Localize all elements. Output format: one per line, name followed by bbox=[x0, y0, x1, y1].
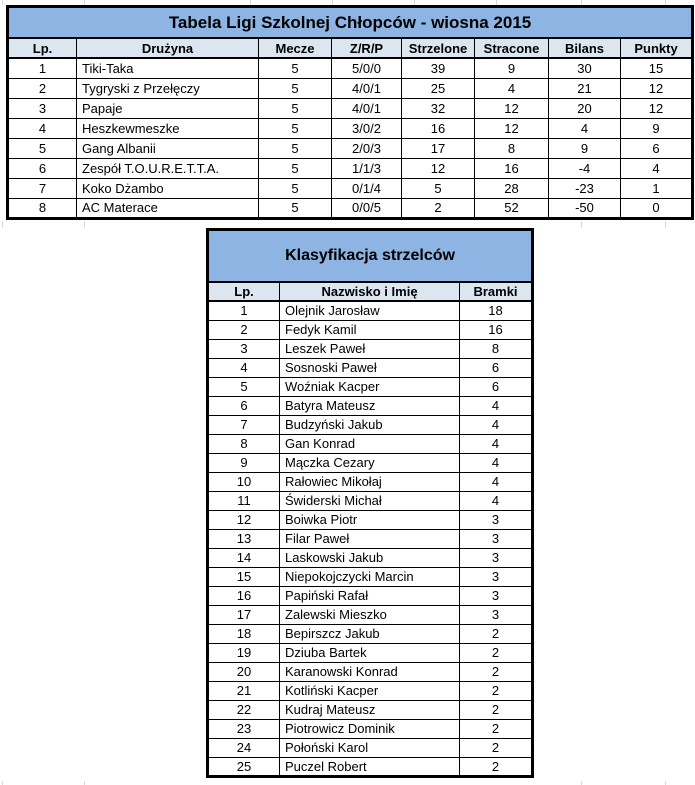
league-table-title: Tabela Ligi Szkolnej Chłopców - wiosna 2015 bbox=[8, 7, 693, 39]
scorer-cell: 18 bbox=[208, 624, 280, 643]
table-row bbox=[208, 643, 533, 662]
league-col-zrp: Z/R/P bbox=[332, 38, 402, 58]
scorer-cell: 8 bbox=[208, 434, 280, 453]
table-row bbox=[208, 396, 533, 415]
scorer-cell: Olejnik Jarosław bbox=[280, 301, 460, 320]
scorer-cell: 8 bbox=[460, 339, 533, 358]
table-row bbox=[208, 757, 533, 776]
scorer-cell: 4 bbox=[460, 491, 533, 510]
scorer-cell: Budzyński Jakub bbox=[280, 415, 460, 434]
scorers-col-bramki: Bramki bbox=[460, 282, 533, 301]
league-cell: AC Materace bbox=[77, 198, 259, 218]
scorer-cell: Laskowski Jakub bbox=[280, 548, 460, 567]
table-row bbox=[208, 662, 533, 681]
table-row bbox=[8, 178, 693, 198]
scorer-cell: Połoński Karol bbox=[280, 738, 460, 757]
league-cell: 5 bbox=[402, 178, 475, 198]
scorer-cell: Batyra Mateusz bbox=[280, 396, 460, 415]
table-row bbox=[208, 529, 533, 548]
table-row bbox=[208, 567, 533, 586]
league-cell: 4/0/1 bbox=[332, 78, 402, 98]
table-row bbox=[8, 98, 693, 118]
league-cell: 16 bbox=[475, 158, 549, 178]
league-cell: 2 bbox=[402, 198, 475, 218]
scorer-cell: 3 bbox=[208, 339, 280, 358]
league-col-stracone: Stracone bbox=[475, 38, 549, 58]
league-cell: 12 bbox=[475, 118, 549, 138]
scorer-cell: 16 bbox=[208, 586, 280, 605]
league-header-row bbox=[8, 38, 693, 58]
league-cell: 5 bbox=[259, 138, 332, 158]
league-cell: 6 bbox=[621, 138, 693, 158]
table-row bbox=[208, 301, 533, 320]
league-cell: 2 bbox=[8, 78, 77, 98]
league-title-row bbox=[8, 7, 693, 39]
scorers-col-lp: Lp. bbox=[208, 282, 280, 301]
scorer-cell: 15 bbox=[208, 567, 280, 586]
league-cell: 12 bbox=[475, 98, 549, 118]
scorer-cell: Filar Paweł bbox=[280, 529, 460, 548]
scorer-cell: 13 bbox=[208, 529, 280, 548]
league-cell: 5 bbox=[259, 58, 332, 78]
league-cell: 8 bbox=[475, 138, 549, 158]
scorer-cell: 2 bbox=[460, 738, 533, 757]
scorer-cell: Piotrowicz Dominik bbox=[280, 719, 460, 738]
scorer-cell: Zalewski Mieszko bbox=[280, 605, 460, 624]
scorer-cell: 3 bbox=[460, 605, 533, 624]
league-cell: 0 bbox=[621, 198, 693, 218]
league-cell: 52 bbox=[475, 198, 549, 218]
table-row bbox=[8, 138, 693, 158]
table-row bbox=[8, 58, 693, 78]
scorer-cell: 25 bbox=[208, 757, 280, 776]
table-row bbox=[8, 78, 693, 98]
table-row bbox=[208, 472, 533, 491]
gridline-stub bbox=[2, 221, 3, 228]
league-cell: 5 bbox=[259, 158, 332, 178]
league-cell: 4 bbox=[549, 118, 621, 138]
league-cell: 3 bbox=[8, 98, 77, 118]
scorer-cell: 2 bbox=[460, 624, 533, 643]
scorer-cell: 3 bbox=[460, 510, 533, 529]
league-cell: Tiki-Taka bbox=[77, 58, 259, 78]
league-cell: 5 bbox=[259, 198, 332, 218]
league-cell: 5 bbox=[259, 78, 332, 98]
scorer-cell: 2 bbox=[460, 643, 533, 662]
scorer-cell: 2 bbox=[208, 320, 280, 339]
scorer-cell: Rałowiec Mikołaj bbox=[280, 472, 460, 491]
scorer-cell: 4 bbox=[460, 472, 533, 491]
table-row bbox=[208, 434, 533, 453]
league-cell: -4 bbox=[549, 158, 621, 178]
scorer-cell: Kudraj Mateusz bbox=[280, 700, 460, 719]
scorer-cell: 3 bbox=[460, 529, 533, 548]
league-cell: -23 bbox=[549, 178, 621, 198]
scorer-cell: Puczel Robert bbox=[280, 757, 460, 776]
scorers-table-body bbox=[208, 301, 533, 776]
scorer-cell: 17 bbox=[208, 605, 280, 624]
table-row bbox=[208, 415, 533, 434]
league-cell: 1 bbox=[8, 58, 77, 78]
scorer-cell: 3 bbox=[460, 586, 533, 605]
league-cell: 4 bbox=[475, 78, 549, 98]
league-cell: 12 bbox=[621, 78, 693, 98]
table-row bbox=[208, 681, 533, 700]
scorers-title-row bbox=[208, 230, 533, 283]
table-row bbox=[208, 510, 533, 529]
gridline-stub bbox=[84, 221, 85, 228]
scorer-cell: Papiński Rafał bbox=[280, 586, 460, 605]
league-cell: Gang Albanii bbox=[77, 138, 259, 158]
table-row bbox=[208, 377, 533, 396]
scorer-cell: 3 bbox=[460, 548, 533, 567]
league-cell: 7 bbox=[8, 178, 77, 198]
league-col-bilans: Bilans bbox=[549, 38, 621, 58]
scorer-cell: 3 bbox=[460, 567, 533, 586]
scorer-cell: Sosnoski Paweł bbox=[280, 358, 460, 377]
league-cell: 1/1/3 bbox=[332, 158, 402, 178]
scorer-cell: 1 bbox=[208, 301, 280, 320]
table-row bbox=[208, 700, 533, 719]
scorer-cell: 5 bbox=[208, 377, 280, 396]
scorer-cell: 10 bbox=[208, 472, 280, 491]
league-cell: 20 bbox=[549, 98, 621, 118]
table-row bbox=[208, 358, 533, 377]
scorer-cell: 23 bbox=[208, 719, 280, 738]
table-row bbox=[208, 548, 533, 567]
scorer-cell: 24 bbox=[208, 738, 280, 757]
scorer-cell: Bepirszcz Jakub bbox=[280, 624, 460, 643]
table-row bbox=[8, 198, 693, 218]
league-cell: Heszkewmeszke bbox=[77, 118, 259, 138]
scorer-cell: 22 bbox=[208, 700, 280, 719]
scorer-cell: 2 bbox=[460, 662, 533, 681]
league-cell: 4 bbox=[8, 118, 77, 138]
scorer-cell: 7 bbox=[208, 415, 280, 434]
league-cell: -50 bbox=[549, 198, 621, 218]
gridline-stub bbox=[665, 221, 666, 228]
league-col-strzelone: Strzelone bbox=[402, 38, 475, 58]
league-cell: 21 bbox=[549, 78, 621, 98]
league-col-mecze: Mecze bbox=[259, 38, 332, 58]
scorer-cell: 6 bbox=[460, 358, 533, 377]
table-row bbox=[208, 453, 533, 472]
league-cell: 9 bbox=[621, 118, 693, 138]
league-col-punkty: Punkty bbox=[621, 38, 693, 58]
league-cell: 3/0/2 bbox=[332, 118, 402, 138]
scorer-cell: 11 bbox=[208, 491, 280, 510]
table-row bbox=[208, 320, 533, 339]
league-cell: 4 bbox=[621, 158, 693, 178]
league-table bbox=[6, 5, 694, 220]
scorer-cell: Woźniak Kacper bbox=[280, 377, 460, 396]
league-cell: 0/1/4 bbox=[332, 178, 402, 198]
league-cell: 0/0/5 bbox=[332, 198, 402, 218]
league-cell: 17 bbox=[402, 138, 475, 158]
league-cell: Koko Dżambo bbox=[77, 178, 259, 198]
scorers-table-title: Klasyfikacja strzelców bbox=[208, 230, 533, 283]
scorer-cell: Leszek Paweł bbox=[280, 339, 460, 358]
league-table-body bbox=[8, 58, 693, 218]
scorers-table bbox=[206, 228, 534, 778]
league-cell: 4/0/1 bbox=[332, 98, 402, 118]
league-col-druzyna: Drużyna bbox=[77, 38, 259, 58]
league-cell: 5 bbox=[259, 178, 332, 198]
league-cell: 1 bbox=[621, 178, 693, 198]
scorer-cell: 4 bbox=[460, 396, 533, 415]
table-row bbox=[208, 605, 533, 624]
league-cell: 5/0/0 bbox=[332, 58, 402, 78]
scorer-cell: 9 bbox=[208, 453, 280, 472]
league-cell: Papaje bbox=[77, 98, 259, 118]
league-cell: 12 bbox=[621, 98, 693, 118]
league-cell: 25 bbox=[402, 78, 475, 98]
scorer-cell: Fedyk Kamil bbox=[280, 320, 460, 339]
scorer-cell: 18 bbox=[460, 301, 533, 320]
table-row bbox=[8, 118, 693, 138]
scorer-cell: 4 bbox=[460, 434, 533, 453]
gridline-stub bbox=[581, 221, 582, 228]
gridline-stub bbox=[84, 781, 85, 785]
scorer-cell: Niepokojczycki Marcin bbox=[280, 567, 460, 586]
scorer-cell: Kotliński Kacper bbox=[280, 681, 460, 700]
league-cell: 16 bbox=[402, 118, 475, 138]
league-cell: 32 bbox=[402, 98, 475, 118]
scorer-cell: 20 bbox=[208, 662, 280, 681]
scorer-cell: 12 bbox=[208, 510, 280, 529]
league-cell: 39 bbox=[402, 58, 475, 78]
scorer-cell: 4 bbox=[460, 453, 533, 472]
scorers-header-row bbox=[208, 282, 533, 301]
scorer-cell: 2 bbox=[460, 719, 533, 738]
scorer-cell: Świderski Michał bbox=[280, 491, 460, 510]
table-row bbox=[208, 586, 533, 605]
league-cell: 5 bbox=[259, 98, 332, 118]
table-row bbox=[208, 719, 533, 738]
table-row bbox=[208, 738, 533, 757]
scorer-cell: Gan Konrad bbox=[280, 434, 460, 453]
league-cell: 12 bbox=[402, 158, 475, 178]
table-row bbox=[208, 339, 533, 358]
gridline-stub bbox=[2, 781, 3, 785]
league-cell: 9 bbox=[549, 138, 621, 158]
scorer-cell: 14 bbox=[208, 548, 280, 567]
gridline-stub bbox=[665, 781, 666, 785]
league-cell: Tygryski z Przełęczy bbox=[77, 78, 259, 98]
league-cell: 5 bbox=[259, 118, 332, 138]
scorer-cell: Dziuba Bartek bbox=[280, 643, 460, 662]
league-cell: 8 bbox=[8, 198, 77, 218]
scorers-col-nazwisko: Nazwisko i Imię bbox=[280, 282, 460, 301]
scorer-cell: Mączka Cezary bbox=[280, 453, 460, 472]
scorer-cell: 6 bbox=[208, 396, 280, 415]
scorer-cell: Karanowski Konrad bbox=[280, 662, 460, 681]
league-cell: 30 bbox=[549, 58, 621, 78]
scorer-cell: 21 bbox=[208, 681, 280, 700]
league-cell: Zespół T.O.U.R.E.T.T.A. bbox=[77, 158, 259, 178]
scorer-cell: 4 bbox=[460, 415, 533, 434]
table-row bbox=[8, 158, 693, 178]
scorer-cell: 2 bbox=[460, 757, 533, 776]
gridline-stub bbox=[581, 781, 582, 785]
league-col-lp: Lp. bbox=[8, 38, 77, 58]
table-row bbox=[208, 624, 533, 643]
league-cell: 5 bbox=[8, 138, 77, 158]
league-cell: 15 bbox=[621, 58, 693, 78]
league-cell: 28 bbox=[475, 178, 549, 198]
table-row bbox=[208, 491, 533, 510]
scorer-cell: 16 bbox=[460, 320, 533, 339]
league-cell: 9 bbox=[475, 58, 549, 78]
gridline-stub bbox=[2, 0, 3, 5]
league-cell: 2/0/3 bbox=[332, 138, 402, 158]
scorer-cell: 4 bbox=[208, 358, 280, 377]
scorer-cell: 2 bbox=[460, 700, 533, 719]
scorer-cell: Boiwka Piotr bbox=[280, 510, 460, 529]
scorer-cell: 6 bbox=[460, 377, 533, 396]
league-cell: 6 bbox=[8, 158, 77, 178]
scorer-cell: 2 bbox=[460, 681, 533, 700]
scorer-cell: 19 bbox=[208, 643, 280, 662]
